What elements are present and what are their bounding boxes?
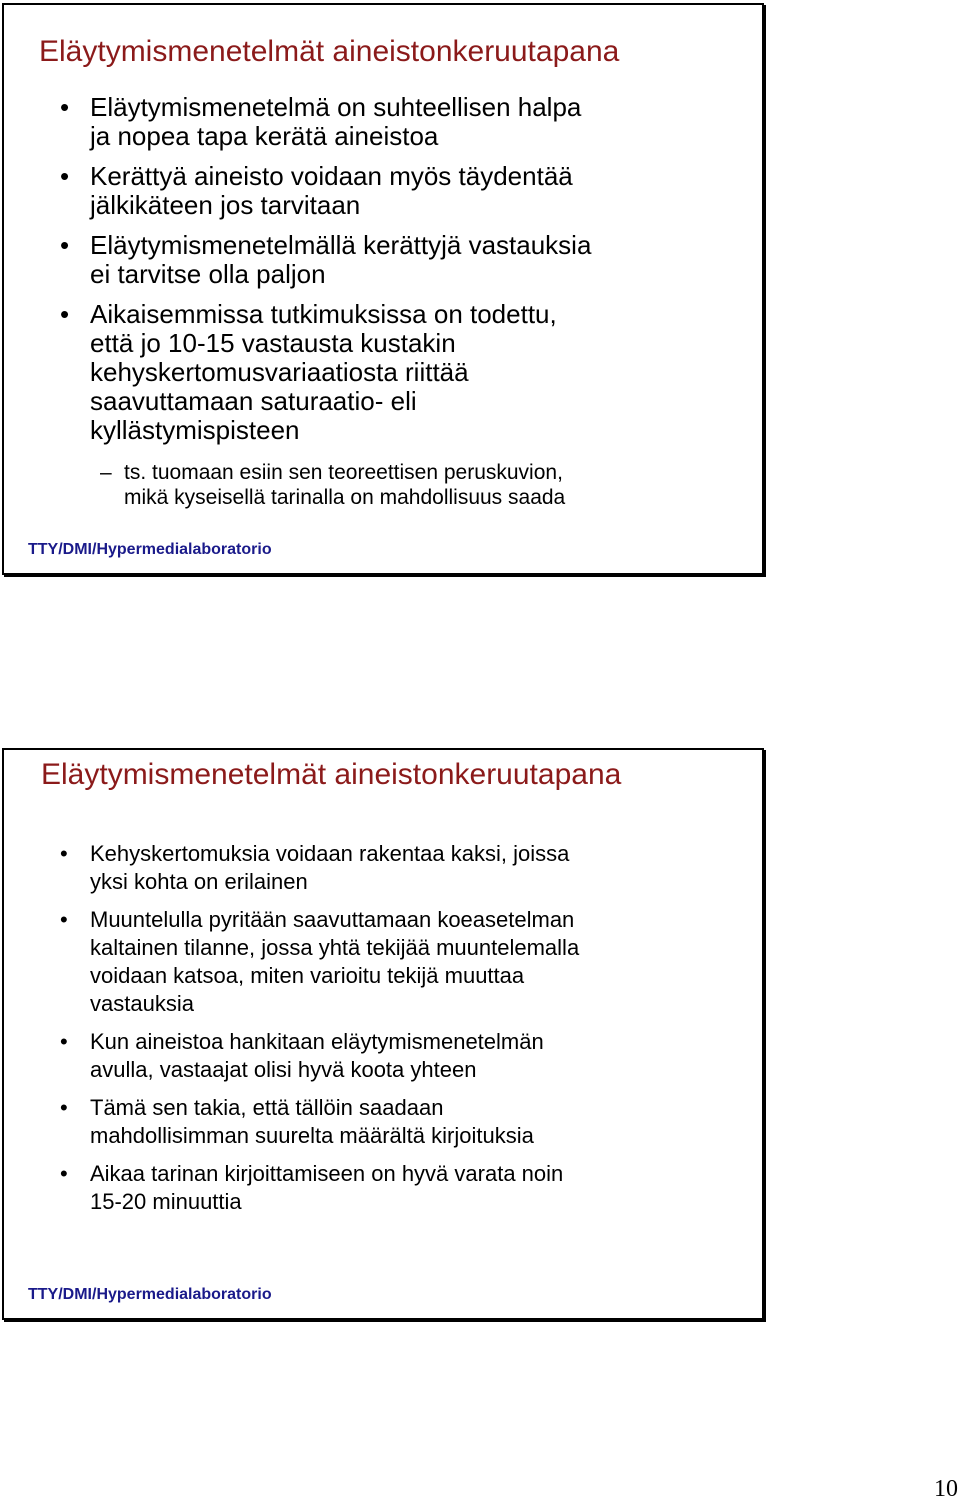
slide-title: Eläytymismenetelmät aineistonkeruutapana: [39, 35, 620, 68]
slide-2: [2, 748, 764, 1320]
bullet-line: • Eläytymismenetelmä on suhteellisen halpa: [90, 92, 582, 122]
bullet-line: voidaan katsoa, miten varioitu tekijä muuttaa: [90, 963, 525, 988]
sub-bullet-text: [124, 460, 565, 510]
bullet-item: [60, 1028, 579, 1084]
bullet-line: että jo 10-15 vastausta kustakin: [90, 328, 456, 358]
bullet-line: yksi kohta on erilainen: [90, 869, 308, 894]
bullet-line: • Muuntelulla pyritään saavuttamaan koeasetelman: [90, 907, 575, 932]
bullet-line: ei tarvitse olla paljon: [90, 259, 326, 289]
bullet-line: • Aikaa tarinan kirjoittamiseen on hyvä varata noin: [90, 1161, 564, 1186]
bullet-item: [60, 840, 579, 896]
slide-1: [2, 3, 764, 575]
bullet-item: [60, 162, 591, 220]
bullet-item: [60, 93, 591, 151]
bullet-line: • Tämä sen takia, että tällöin saadaan: [90, 1095, 444, 1120]
bullet-list: [60, 93, 591, 456]
slide-footer: TTY/DMI/Hypermedialaboratorio: [28, 1286, 272, 1303]
dash-marker: –: [100, 461, 112, 484]
bullet-item: [60, 1160, 579, 1216]
slide-title: Eläytymismenetelmät aineistonkeruutapana: [41, 758, 622, 791]
bullet-line: saavuttamaan saturaatio- eli: [90, 386, 417, 416]
page-number: 10: [934, 1476, 958, 1502]
bullet-item: [60, 231, 591, 289]
bullet-line: kyllästymispisteen: [90, 415, 300, 445]
bullet-line: • Kehyskertomuksia voidaan rakentaa kaksi, joissa: [90, 841, 570, 866]
bullet-line: vastauksia: [90, 991, 194, 1016]
bullet-line: ja nopea tapa kerätä aineistoa: [90, 121, 439, 151]
bullet-item: [60, 300, 591, 445]
bullet-line: • Aikaisemmissa tutkimuksissa on todettu,: [90, 299, 557, 329]
bullet-line: • Eläytymismenetelmällä kerättyjä vastauksia: [90, 230, 592, 260]
bullet-list: [60, 840, 579, 1226]
bullet-line: avulla, vastaajat olisi hyvä koota yhteen: [90, 1057, 477, 1082]
slide-footer: TTY/DMI/Hypermedialaboratorio: [28, 541, 272, 558]
bullet-line: jälkikäteen jos tarvitaan: [90, 190, 361, 220]
bullet-line: • Kun aineistoa hankitaan eläytymismenetelmän: [90, 1029, 544, 1054]
sub-bullet-line: ts. tuomaan esiin sen teoreettisen peruskuvion,: [124, 461, 563, 484]
bullet-line: • Kerättyä aineisto voidaan myös täydentää: [90, 161, 573, 191]
bullet-line: kehyskertomusvariaatiosta riittää: [90, 357, 469, 387]
bullet-item: [60, 1094, 579, 1150]
bullet-line: kaltainen tilanne, jossa yhtä tekijää muuntelemalla: [90, 935, 580, 960]
bullet-line: 15-20 minuuttia: [90, 1189, 242, 1214]
bullet-line: mahdollisimman suurelta määrältä kirjoituksia: [90, 1123, 534, 1148]
bullet-item: [60, 906, 579, 1018]
sub-bullet-line: mikä kyseisellä tarinalla on mahdollisuus saada: [124, 486, 566, 509]
